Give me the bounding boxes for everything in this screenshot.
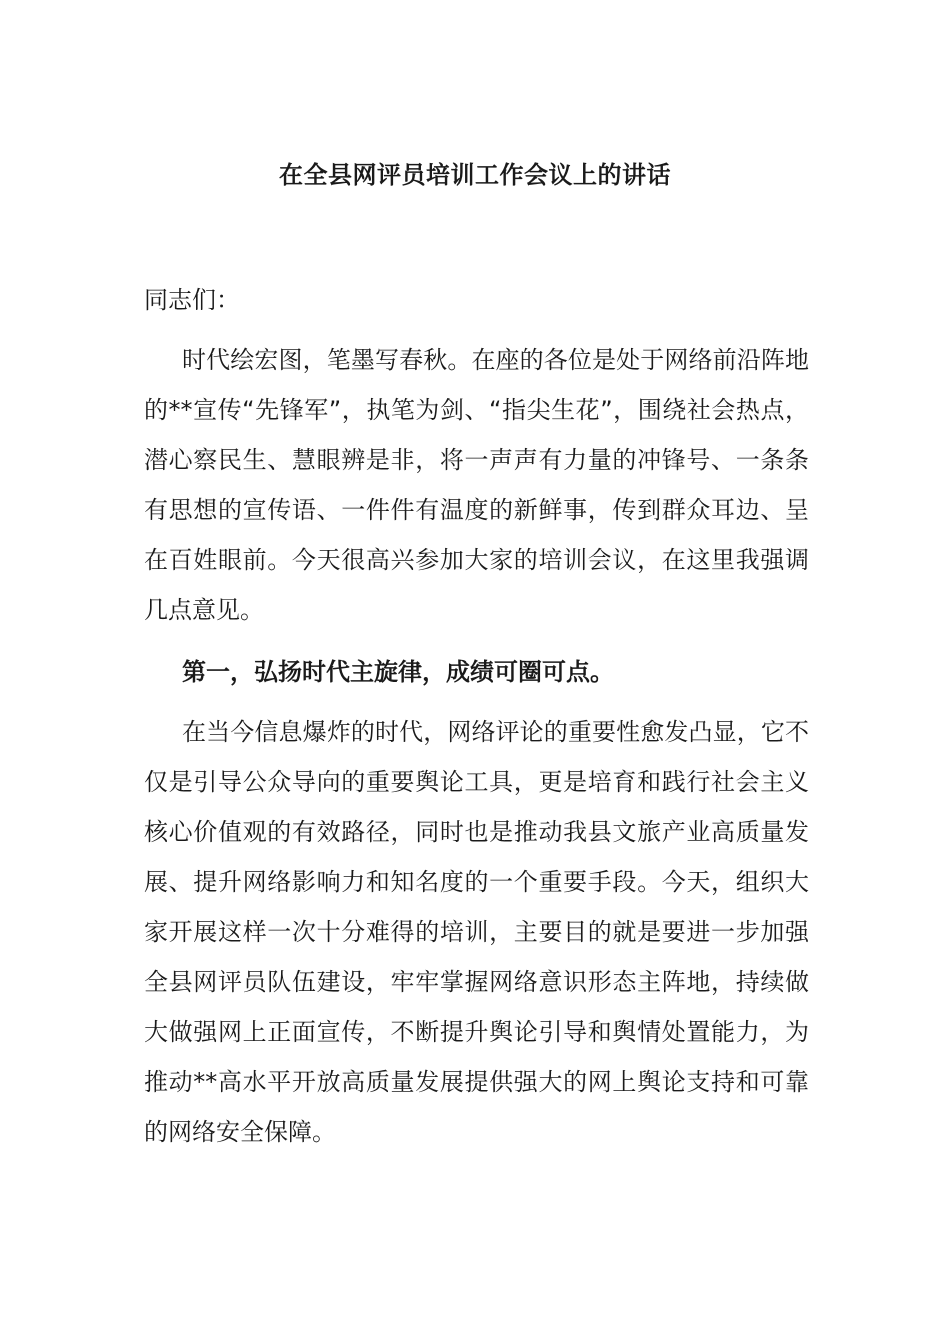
- paragraph-intro: 时代绘宏图，笔墨写春秋。在座的各位是处于网络前沿阵地的**宣传“先锋军”，执笔为剑、“指尖生花”，围绕社会热点，潜心察民生、慧眼辨是非，将一声声有力量的冲锋号、一条条有思想的宣传语、一件件有温度的新鲜事，传到群众耳边、呈在百姓眼前。今天很高兴参加大家的培训会议，在这里我强调几点意见。: [144, 346, 809, 624]
- document-title: 在全县网评员培训工作会议上的讲话: [279, 161, 671, 189]
- paragraph-section-1: 在当今信息爆炸的时代，网络评论的重要性愈发凸显，它不仅是引导公众导向的重要舆论工具，更是培育和践行社会主义核心价值观的有效路径，同时也是推动我县文旅产业高质量发展、提升网络影响力和知名度的一个重要手段。今天，组织大家开展这样一次十分难得的培训，主要目的就是要进一步加强全县网评员队伍建设，牢牢掌握网络意识形态主阵地，持续做大做强网上正面宣传，不断提升舆论引导和舆情处置能力，为推动**高水平开放高质量发展提供强大的网上舆论支持和可靠的网络安全保障。: [144, 718, 809, 1146]
- salutation: 同志们：: [144, 286, 240, 314]
- section-heading-1: 第一，弘扬时代主旋律，成绩可圈可点。: [182, 658, 614, 686]
